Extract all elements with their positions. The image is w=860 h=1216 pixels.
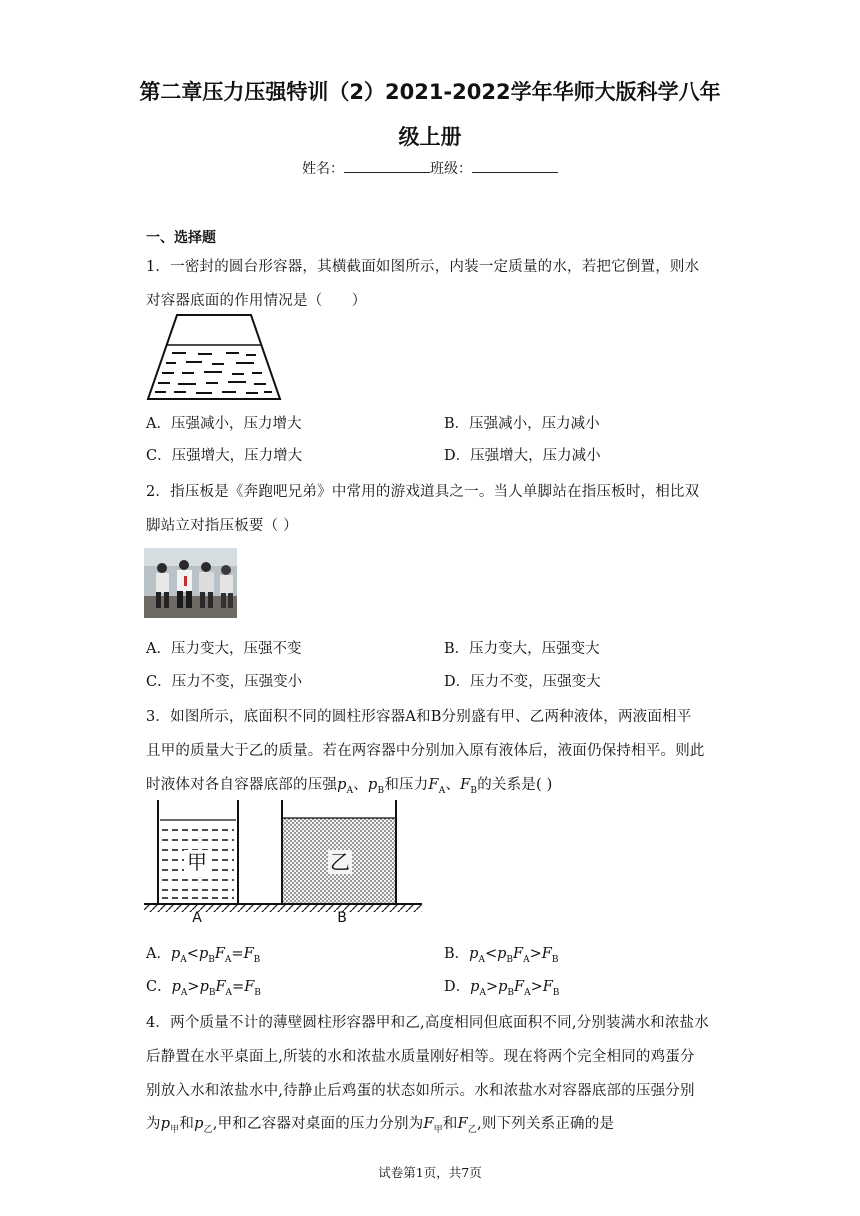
q1-text-line1: 1．一密封的圆台形容器，其横截面如图所示，内装一定质量的水，若把它倒置，则水 [146, 259, 700, 275]
q2-text-line2: 脚站立对指压板要（ ） [146, 518, 298, 534]
name-label: 姓名： [302, 161, 344, 177]
q2-option-c: C．压力不变，压强变小 [146, 674, 303, 690]
q3-two-containers-figure [144, 798, 424, 924]
q1-text-line2: 对容器底面的作用情况是（ ） [146, 293, 367, 309]
q2-people-photo [144, 548, 237, 618]
q2-option-a: A．压力变大，压强不变 [146, 641, 302, 657]
q3-option-d: D．$p_A>p_BF_A>F_B$ [444, 979, 560, 998]
q1-option-c: C．压强增大，压力增大 [146, 448, 303, 464]
student-info [0, 158, 860, 178]
q3-label-jia: 甲 [187, 850, 207, 874]
q2-option-b: B．压力变大，压强变大 [444, 641, 600, 657]
q3-label-a: A [192, 910, 202, 924]
q4-text-line3: 别放入水和浓盐水中,待静止后鸡蛋的状态如所示。水和浓盐水对容器底部的压强分别 [146, 1083, 695, 1099]
name-blank [344, 160, 430, 173]
q3-text-line3: 时液体对各自容器底部的压强$p_A$、$p_B$和压力$F_A$、$F_B$的关系是( ) [146, 777, 553, 796]
page-title-line1: 第二章压力压强特训（2）2021-2022学年华师大版科学八年 [139, 80, 721, 104]
q3-text-line1: 3．如图所示，底面积不同的圆柱形容器A和B分别盛有甲、乙两种液体，两液面相平 [146, 709, 692, 725]
q2-text-line1: 2．指压板是《奔跑吧兄弟》中常用的游戏道具之一。当人单脚站在指压板时，相比双 [146, 484, 700, 500]
q2-option-d: D．压力不变，压强变大 [444, 674, 601, 690]
page-footer: 试卷第1页，共7页 [378, 1165, 482, 1180]
class-label: 班级： [430, 161, 472, 177]
q3-option-a: A．$p_A<p_BF_A=F_B$ [146, 946, 261, 965]
class-blank [472, 160, 558, 173]
q3-option-c: C．$p_A>p_BF_A=F_B$ [146, 979, 261, 998]
q3-option-b: B．$p_A<p_BF_A>F_B$ [444, 946, 559, 965]
q3-text-line2: 且甲的质量大于乙的质量。若在两容器中分别加入原有液体后，液面仍保持相平。则此 [146, 743, 705, 759]
q3-label-yi: 乙 [330, 850, 350, 874]
section-title: 一、选择题 [146, 230, 216, 246]
q1-option-d: D．压强增大，压力减小 [444, 448, 601, 464]
q1-frustum-container-figure [146, 313, 282, 403]
q4-text-line2: 后静置在水平桌面上,所装的水和浓盐水质量刚好相等。现在将两个完全相同的鸡蛋分 [146, 1049, 695, 1065]
q3-label-b: B [337, 910, 347, 924]
q1-option-b: B．压强减小，压力减小 [444, 416, 600, 432]
page-title-line2: 级上册 [398, 125, 462, 149]
q1-option-a: A．压强减小，压力增大 [146, 416, 302, 432]
q4-text-line1: 4．两个质量不计的薄壁圆柱形容器甲和乙,高度相同但底面积不同,分别装满水和浓盐水 [146, 1015, 709, 1031]
q4-text-line4: 为$p_甲$和$p_乙$,甲和乙容器对桌面的压力分别为$F_甲$和$F_乙$,则下列关系正确的是 [146, 1116, 615, 1135]
